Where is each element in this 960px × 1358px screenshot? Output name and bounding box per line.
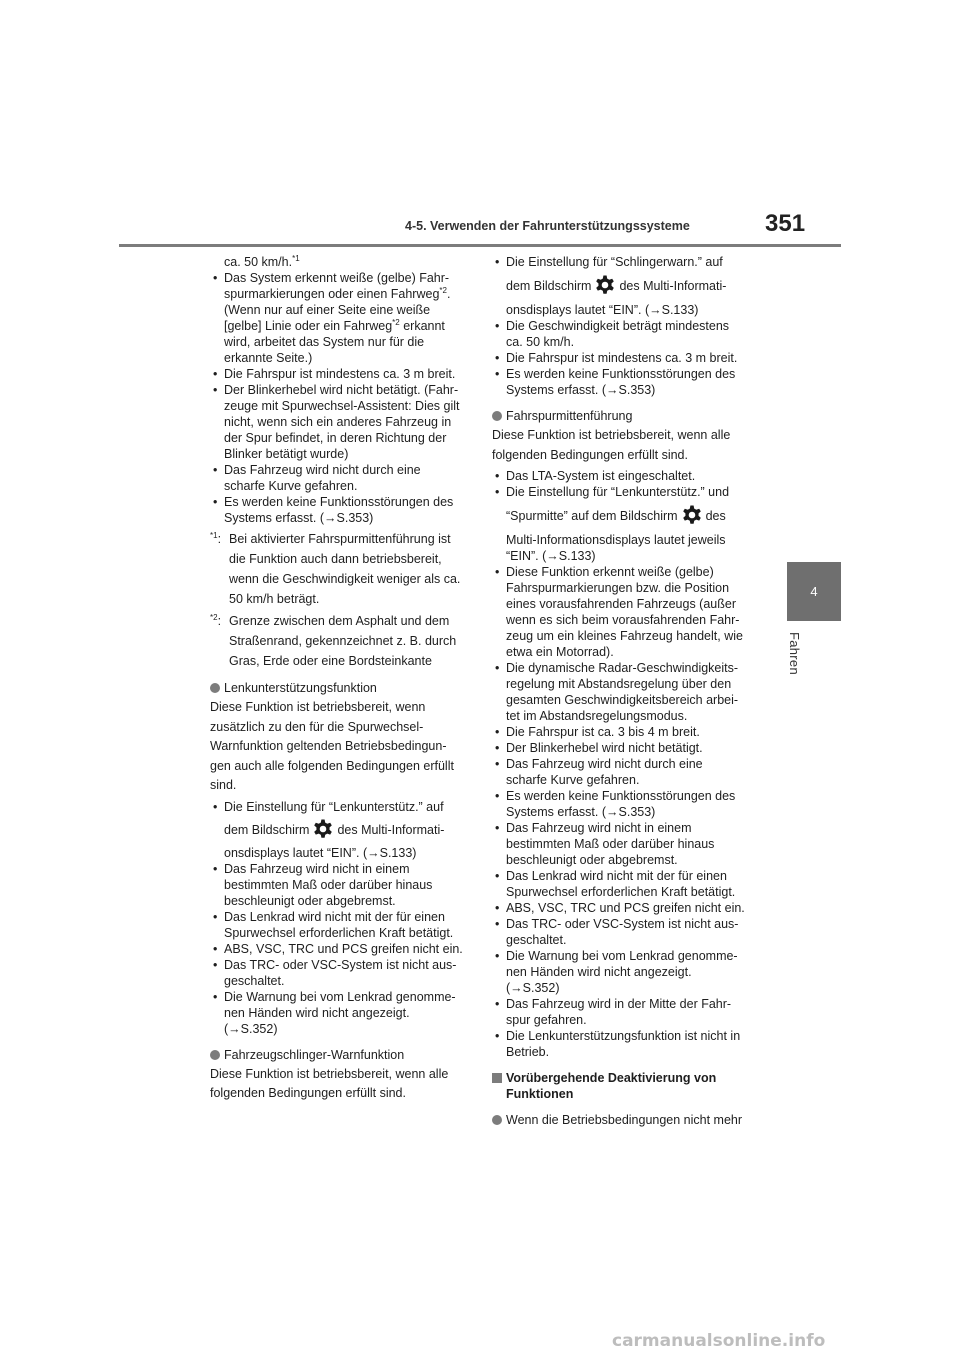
- list-item: • Das Fahrzeug wird in der Mitte der Fahr- spur gefahren.: [492, 996, 757, 1028]
- list-item: • ABS, VSC, TRC und PCS greifen nicht ein.: [210, 941, 472, 957]
- list-item: • Die Warnung bei vom Lenkrad genomme- nen Händen wird nicht angezeigt. (→S.352): [492, 948, 757, 996]
- list-item: • Das Fahrzeug wird nicht durch eine scharfe Kurve gefahren.: [492, 756, 757, 788]
- list-item: • Das Fahrzeug wird nicht in einem bestimmten Maß oder darüber hinaus beschleunigt oder abgebremst.: [492, 820, 757, 868]
- list-item: • Die Einstellung für “Lenkunterstütz.” auf dem Bildschirm des Multi-Informati- onsdisplays lautet “EIN”. (→S.133): [210, 799, 472, 861]
- list-item: • Es werden keine Funktionsstörungen des Systems erfasst. (→S.353): [492, 788, 757, 820]
- list-item: • Die Einstellung für “Lenkunterstütz.” und “Spurmitte” auf dem Bildschirm des Multi-Informationsdisplays lautet jeweils “EIN”. (→S.133): [492, 484, 757, 564]
- list-item: • Das System erkennt weiße (gelbe) Fahr- spurmarkierungen oder einen Fahrweg$^{*2}$. (Wenn nur auf einer Seite eine weiße [gelbe] Linie oder ein Fahrweg$^{*2}$ erkannt wird, arbeitet das System nur für die erkannte Seite.): [210, 270, 472, 366]
- list-item: • Das LTA-System ist eingeschaltet.: [492, 468, 757, 484]
- list-item: • Die Geschwindigkeit beträgt mindestens ca. 50 km/h.: [492, 318, 757, 350]
- paragraph: Diese Funktion ist betriebsbereit, wenn zusätzlich zu den für die Spurwechsel- Warnfunktion geltenden Betriebsbedingun- gen auch alle folgenden Bedingungen erfüllt sind.: [210, 700, 454, 792]
- list-item: • Es werden keine Funktionsstörungen des Systems erfasst. (→S.353): [210, 494, 472, 526]
- paragraph: Diese Funktion ist betriebsbereit, wenn alle folgenden Bedingungen erfüllt sind.: [492, 428, 731, 462]
- list-item: • Es werden keine Funktionsstörungen des Systems erfasst. (→S.353): [492, 366, 757, 398]
- list-item: • Die Lenkunterstützungsfunktion ist nicht in Betrieb.: [492, 1028, 757, 1060]
- text-line: ca. 50 km/h.$^{*1}$: [224, 253, 300, 269]
- gear-icon: [593, 273, 617, 297]
- footnote: $^{*2}$: Grenze zwischen dem Asphalt und dem Straßenrand, gekennzeichnet z. B. durch Gras, Erde oder eine Bordsteinkante: [210, 612, 457, 668]
- paragraph: Diese Funktion ist betriebsbereit, wenn alle folgenden Bedingungen erfüllt sind.: [210, 1066, 449, 1100]
- chapter-label: Fahren: [787, 632, 802, 675]
- list-item: • ABS, VSC, TRC und PCS greifen nicht ein.: [492, 900, 757, 916]
- section-heading: Fahrzeugschlinger-Warnfunktion: [210, 1047, 472, 1063]
- list-item: • Die Fahrspur ist mindestens ca. 3 m breit.: [492, 350, 757, 366]
- gear-icon: [311, 817, 335, 841]
- header-rule: [119, 244, 841, 247]
- list-item: • Das TRC- oder VSC-System ist nicht aus- geschaltet.: [210, 957, 472, 989]
- watermark: carmanualsonline.info: [612, 1331, 826, 1351]
- list-item: • Der Blinkerhebel wird nicht betätigt.: [492, 740, 757, 756]
- list-item: • Das Fahrzeug wird nicht durch eine scharfe Kurve gefahren.: [210, 462, 472, 494]
- list-item: • Die Fahrspur ist mindestens ca. 3 m breit.: [210, 366, 472, 382]
- list-item: • Die Fahrspur ist ca. 3 bis 4 m breit.: [492, 724, 757, 740]
- list-item: • Die Einstellung für “Schlingerwarn.” auf dem Bildschirm des Multi-Informati- onsdisplays lautet “EIN”. (→S.133): [492, 254, 757, 318]
- left-column: [210, 254, 472, 1104]
- section-heading: Lenkunterstützungsfunktion: [210, 680, 472, 696]
- list-item: • Das Fahrzeug wird nicht in einem bestimmten Maß oder darüber hinaus beschleunigt oder abgebremst.: [210, 861, 472, 909]
- footnote: $^{*1}$: Bei aktivierter Fahrspurmittenführung ist die Funktion auch dann betriebsbereit, wenn die Geschwindigkeit weniger als ca. 50 km/h beträgt.: [210, 530, 461, 606]
- section-heading: Fahrspurmittenführung: [492, 408, 757, 424]
- subsection-heading: Vorübergehende Deaktivierung von Funktionen: [492, 1070, 757, 1102]
- list-item: • Die dynamische Radar-Geschwindigkeits- regelung mit Abstandsregelung über den gesamten Geschwindigkeitsbereich arbei- tet im Abstandsregelungsmodus.: [492, 660, 757, 724]
- list-item: • Diese Funktion erkennt weiße (gelbe) Fahrspurmarkierungen bzw. die Position eines vorausfahrenden Fahrzeugs (außer wenn es sich beim vorausfahrenden Fahr- zeug um ein kleines Fahrzeug handelt, wie etwa ein Motorrad).: [492, 564, 757, 660]
- section-title: 4-5. Verwenden der Fahrunterstützungssysteme: [405, 219, 690, 233]
- list-item: • Das TRC- oder VSC-System ist nicht aus- geschaltet.: [492, 916, 757, 948]
- list-item: • Das Lenkrad wird nicht mit der für einen Spurwechsel erforderlichen Kraft betätigt.: [492, 868, 757, 900]
- page-number: 351: [765, 210, 806, 237]
- list-item: • Das Lenkrad wird nicht mit der für einen Spurwechsel erforderlichen Kraft betätigt.: [210, 909, 472, 941]
- gear-icon: [680, 503, 704, 527]
- right-column: [492, 254, 757, 1128]
- list-item: • Die Warnung bei vom Lenkrad genomme- nen Händen wird nicht angezeigt. (→S.352): [210, 989, 472, 1037]
- section-heading: Wenn die Betriebsbedingungen nicht mehr: [492, 1112, 757, 1128]
- chapter-tab[interactable]: 4: [787, 562, 841, 621]
- list-item: • Der Blinkerhebel wird nicht betätigt. (Fahr- zeuge mit Spurwechsel-Assistent: Dies gilt nicht, wenn sich ein anderes Fahrzeug in der Spur befindet, in deren Richtung der Blinker betätigt wurde): [210, 382, 472, 462]
